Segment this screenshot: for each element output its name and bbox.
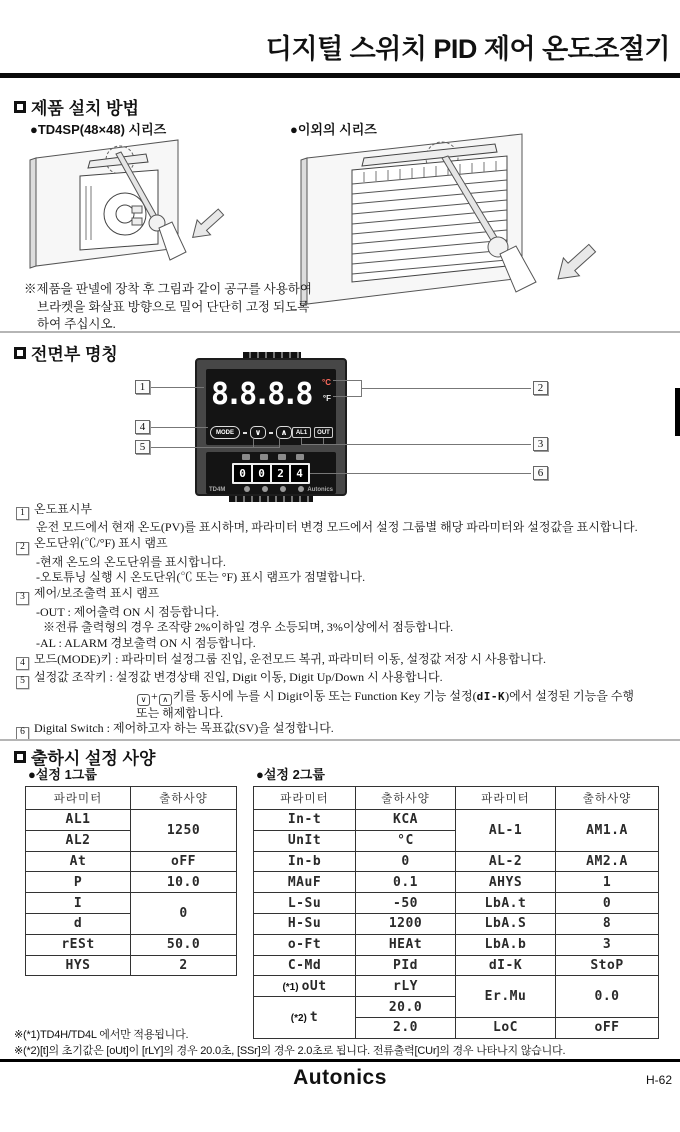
section-divider	[0, 331, 680, 333]
cell-value: PId	[356, 955, 456, 976]
col-header-param: 파라미터	[456, 787, 556, 810]
page-title: 디지털 스위치 PID 제어 온도조절기	[265, 34, 670, 64]
section-bullet-icon	[14, 751, 26, 763]
cell-value: HEAt	[356, 934, 456, 955]
section-heading-text: 출하시 설정 사양	[31, 749, 156, 768]
fahrenheit-lamp: °F	[322, 394, 331, 403]
cell-param: (*2) t	[254, 997, 356, 1039]
caption-group1: ●설정 1그룹	[28, 767, 97, 782]
seg-token: dI-K	[476, 689, 506, 703]
install-note-line: 하여 주십시오.	[37, 317, 116, 331]
col-header-value: 출하사양	[356, 787, 456, 810]
key-row	[210, 426, 292, 439]
desc-line: -오토튜닝 실행 시 온도단위(℃ 또는 °F) 표시 램프가 점멸합니다.	[36, 570, 366, 585]
cell-param: P	[26, 872, 131, 893]
cell-param: LoC	[456, 1017, 556, 1038]
callout-2: 2	[533, 381, 548, 395]
brand-logo: Autonics	[293, 1066, 387, 1089]
item-number: 2	[16, 542, 29, 555]
callout-line-2a	[333, 380, 361, 381]
callout-line-1	[151, 387, 204, 388]
cell-value: 2.0	[356, 1017, 456, 1038]
section-bullet-icon	[14, 347, 26, 359]
cell-param: UnIt	[254, 830, 356, 851]
cell-param: o-Ft	[254, 934, 356, 955]
desc-item-4-title: 4 모드(MODE)키 : 파라미터 설정그룹 진입, 운전모드 복귀, 파라미터 이동, 설정값 저장 시 사용합니다.	[16, 652, 676, 670]
top-connector	[243, 352, 301, 358]
down-key-icon: ∨	[137, 694, 150, 706]
footnote-1: ※(*1)TD4H/TD4L 에서만 적용됩니다.	[14, 1029, 189, 1041]
footnote-ref: (*2)	[290, 1013, 307, 1025]
digital-switch[interactable]	[232, 463, 310, 484]
al1-lamp: AL1	[292, 427, 311, 438]
screwdriver-handle	[159, 222, 186, 260]
cell-param: AL2	[26, 830, 131, 851]
panel-edge	[30, 158, 36, 268]
cell-value: 0.0	[556, 976, 659, 1018]
cell-param: rESt	[26, 934, 131, 955]
cell-value: rLY	[356, 976, 456, 997]
col-header-param: 파라미터	[254, 787, 356, 810]
model-label: TD4M	[209, 487, 226, 493]
section-heading-text: 제품 설치 방법	[31, 99, 139, 118]
callout-line-6	[310, 473, 531, 474]
cell-param: AL1	[26, 810, 131, 831]
indicator-icon	[278, 454, 286, 460]
cell-value: 20.0	[356, 997, 456, 1018]
cell-value: 50.0	[131, 934, 237, 955]
screw-icon	[262, 486, 268, 492]
push-arrow-icon	[550, 239, 600, 288]
cell-param: LbA.S	[456, 913, 556, 934]
cell-param: AL-2	[456, 851, 556, 872]
cell-value: StoP	[556, 955, 659, 976]
callout-3: 3	[533, 437, 548, 451]
cell-param: C-Md	[254, 955, 356, 976]
mode-key[interactable]: MODE	[210, 426, 240, 439]
cell-value: AM2.A	[556, 851, 659, 872]
screw-icon	[298, 486, 304, 492]
item-number: 3	[16, 592, 29, 605]
out-lamp: OUT	[314, 427, 333, 438]
cell-value: °C	[356, 830, 456, 851]
front-panel-descriptions	[16, 502, 676, 740]
cell-value: 1200	[356, 913, 456, 934]
callout-1: 1	[135, 380, 150, 394]
cell-value: 1	[556, 872, 659, 893]
desc-line: -AL : ALARM 경보출력 ON 시 점등합니다.	[36, 636, 256, 651]
rear-dial-center	[116, 205, 134, 223]
cell-value: 0.1	[356, 872, 456, 893]
cell-value: 0	[356, 851, 456, 872]
digit-3[interactable]: 2	[272, 465, 289, 482]
dash	[269, 432, 273, 434]
digit-4[interactable]: 4	[291, 465, 308, 482]
screw-icon	[280, 486, 286, 492]
cell-param: LbA.t	[456, 893, 556, 914]
cell-param: In-t	[254, 810, 356, 831]
desc-line: 운전 모드에서 현재 온도(PV)를 표시하며, 파라미터 변경 모드에서 설정 그룹별 해당 파라미터와 설정값을 표시합니다.	[36, 520, 638, 535]
section-heading-front	[14, 340, 118, 365]
indicator-icon	[296, 454, 304, 460]
settings-group1-table	[25, 786, 237, 976]
device-brand-label: Autonics	[307, 487, 333, 493]
item-number: 6	[16, 727, 29, 740]
pv-display: 8.8.8.8	[211, 377, 310, 412]
item-number: 5	[16, 676, 29, 689]
callout-line-4	[151, 427, 208, 428]
desc-item-3-title: 3 제어/보조출력 표시 램프	[16, 586, 676, 604]
terminal	[132, 218, 142, 225]
section-heading-text: 전면부 명칭	[31, 345, 118, 364]
cell-param: (*1) oUt	[254, 976, 356, 997]
screw-row	[244, 486, 304, 492]
caption-td4sp-series: ●TD4SP(48×48) 시리즈	[30, 122, 167, 137]
cell-param: d	[26, 913, 131, 934]
cell-value: 10.0	[131, 872, 237, 893]
cell-value: oFF	[131, 851, 237, 872]
desc-line: -OUT : 제어출력 ON 시 점등합니다.	[36, 604, 220, 619]
cell-value: 0	[556, 893, 659, 914]
cell-param: I	[26, 893, 131, 914]
cell-value: 2	[131, 955, 237, 976]
footnote-ref: (*1)	[282, 982, 299, 994]
caption-other-series: ●이외의 시리즈	[290, 122, 377, 137]
install-note-line: ※제품을 판넬에 장착 후 그림과 같이 공구를 사용하여	[24, 282, 312, 296]
digit-2[interactable]: 0	[253, 465, 270, 482]
display-panel	[206, 369, 336, 445]
item-number: 1	[16, 507, 29, 520]
indicator-icon	[260, 454, 268, 460]
cell-param: AHYS	[456, 872, 556, 893]
terminal	[132, 206, 142, 213]
section-divider	[0, 739, 680, 741]
callout-line-5b	[279, 439, 280, 447]
col-header-value: 출하사양	[556, 787, 659, 810]
cell-value: 1250	[131, 810, 237, 852]
cell-value: oFF	[556, 1017, 659, 1038]
page-number: H-62	[645, 1073, 672, 1087]
callout-4: 4	[135, 420, 150, 434]
section-heading-install	[14, 94, 139, 119]
cell-value: 8	[556, 913, 659, 934]
settings-group2-table	[253, 786, 659, 1039]
cell-value: AM1.A	[556, 810, 659, 852]
footnote-2: ※(*2)[t]의 초기값은 [oUt]이 [rLY]의 경우 20.0초, [SSr]의 경우 2.0초로 됩니다. 전류출력[CUr]의 경우 나타나지 않습니다.	[14, 1045, 566, 1057]
callout-line-5	[151, 447, 280, 448]
caption-group2: ●설정 2그룹	[256, 767, 325, 782]
dash	[243, 432, 247, 434]
screw-icon	[244, 486, 250, 492]
up-key[interactable]: ∧	[276, 426, 292, 439]
desc-line: 또는 해제합니다.	[136, 705, 224, 720]
callout-line-5a	[253, 439, 254, 447]
cell-param: In-b	[254, 851, 356, 872]
cell-value: -50	[356, 893, 456, 914]
footer-rule	[0, 1059, 680, 1062]
cell-param: MAuF	[254, 872, 356, 893]
cell-param: AL-1	[456, 810, 556, 852]
desc-item-6-title: 6 Digital Switch : 제어하고자 하는 목표값(SV)을 설정합니다.	[16, 721, 676, 739]
install-note-line: 브라켓을 화살표 방향으로 밀어 단단히 고정 되도록	[37, 299, 310, 314]
cell-param: HYS	[26, 955, 131, 976]
desc-item-5-title: 5 설정값 조작키 : 설정값 변경상태 진입, Digit 이동, Digit Up/Down 시 사용합니다.	[16, 670, 676, 688]
push-arrow-icon	[186, 205, 228, 245]
item-number: 4	[16, 657, 29, 670]
cell-param: At	[26, 851, 131, 872]
switch-indicators	[242, 454, 304, 460]
up-key-icon: ∧	[159, 694, 172, 706]
desc-item-2-title: 2 온도단위(℃/°F) 표시 램프	[16, 536, 676, 554]
cell-param: LbA.b	[456, 934, 556, 955]
installation-illustration-td4sp	[28, 136, 243, 281]
desc-line: ※전류 출력형의 경우 조작량 2%이하일 경우 소등되며, 3%이상에서 점등합니다.	[43, 620, 454, 635]
installation-illustration-other	[292, 128, 647, 326]
callout-6: 6	[533, 466, 548, 480]
desc-line-keys: ∨ + ∧ 키를 동시에 누를 시 Digit이동 또는 Function Key 기능 설정(dI-K)에서 설정된 기능을 수행	[16, 689, 676, 706]
callout-line-2	[361, 388, 531, 389]
front-panel-figure	[133, 356, 553, 506]
callout-5: 5	[135, 440, 150, 454]
page-side-tab	[675, 388, 680, 436]
celsius-lamp: °C	[322, 378, 331, 387]
controller-device	[195, 358, 347, 496]
cell-value: 0	[131, 893, 237, 935]
section-bullet-icon	[14, 101, 26, 113]
down-key[interactable]: ∨	[250, 426, 266, 439]
callout-line-2b	[333, 396, 361, 397]
digit-1[interactable]: 0	[234, 465, 251, 482]
cell-param: Er.Mu	[456, 976, 556, 1018]
install-note	[24, 281, 312, 334]
cell-value: KCA	[356, 810, 456, 831]
desc-line: -현재 온도의 온도단위를 표시합니다.	[36, 554, 226, 569]
cell-value: 3	[556, 934, 659, 955]
indicator-icon	[242, 454, 250, 460]
col-header-value: 출하사양	[131, 787, 237, 810]
desc-item-1-title: 1 온도표시부	[16, 502, 676, 520]
cell-param: dI-K	[456, 955, 556, 976]
callout-line-3	[301, 444, 531, 445]
col-header-param: 파라미터	[26, 787, 131, 810]
title-rule	[0, 73, 680, 78]
cell-param: L-Su	[254, 893, 356, 914]
cell-param: H-Su	[254, 913, 356, 934]
